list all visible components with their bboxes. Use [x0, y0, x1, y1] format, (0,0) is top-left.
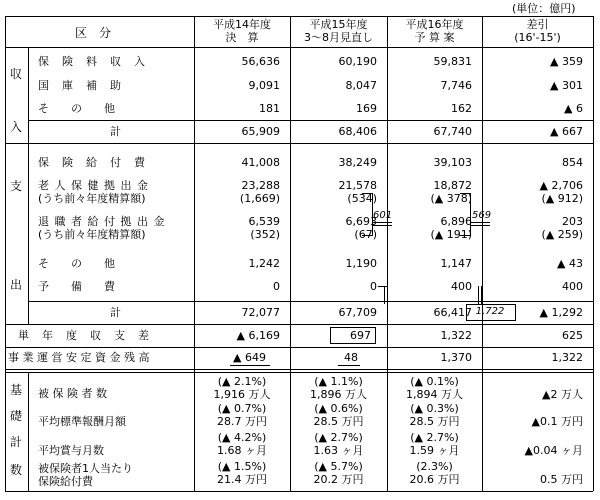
cell-basic-bonus-p14: (▲ 4.2%) [217, 431, 267, 444]
cell-exp-reserve-v16: 400 [451, 280, 472, 293]
cell-basic-insured-v14: 1,916 万人 [213, 388, 271, 401]
header-y14-line2: 決 算 [225, 31, 259, 44]
cell-exp-elderly-label: 老 人 保 健 拠 出 金 [38, 179, 149, 192]
cell-basic-per_person-p14: (▲ 1.5%) [217, 460, 267, 473]
cell-basic-per_person-label2: 保険給付費 [38, 475, 93, 488]
header-diff-line2: (16'-15') [514, 31, 561, 44]
cell-reserve_fund-v14: ▲ 649 [233, 351, 266, 364]
side-income-1: 収 [10, 67, 23, 81]
cell-exp-reserve-diff: 400 [562, 280, 583, 293]
cell-basic-insured-v15: 1,896 万人 [310, 388, 367, 401]
cell-exp-retired-label: 退 職 者 給 付 拠 出 金 [38, 215, 166, 228]
cell-exp-elderly-v14s: (1,669) [239, 192, 280, 205]
cell-basic-insured-v16: 1,894 万人 [406, 388, 463, 401]
cell-income-3-diff: ▲ 667 [550, 125, 583, 138]
cell-exp-total-diff: ▲ 1,292 [539, 306, 583, 319]
cell-basic-per_person-label1: 被保険者1人当たり [38, 462, 133, 475]
header-y14-line1: 平成14年度 [213, 18, 271, 31]
cell-exp-total-v16: 66,417 [433, 306, 472, 319]
annotation-569: 569 [472, 210, 492, 221]
header-y16-line1: 平成16年度 [405, 18, 464, 31]
cell-exp-retired-v14s: (352) [250, 228, 280, 241]
side-basic-1: 基 [10, 383, 23, 397]
cell-exp-reserve-v14: 0 [273, 280, 280, 293]
cell-exp-other-v14: 1,242 [248, 257, 280, 270]
cell-basic-insured-p14: (▲ 2.1%) [217, 375, 267, 388]
annotation-1722: 1,722 [475, 306, 505, 317]
cell-exp-benefit-v14: 41,008 [241, 156, 280, 169]
cell-basic-bonus-v16: 1.59 ヶ月 [409, 444, 460, 457]
cell-income-1-v16: 7,746 [440, 79, 472, 92]
cell-income-1-label: 国 庫 補 助 [38, 79, 122, 92]
cell-income-1-v14: 9,091 [248, 79, 280, 92]
unit-label: (単位：億円) [512, 2, 576, 15]
cell-basic-per_person-v16: 20.6 万円 [409, 473, 460, 486]
cell-income-0-label: 保 険 料 収 入 [38, 55, 146, 68]
cell-income-1-diff: ▲ 301 [550, 79, 583, 92]
cell-exp-reserve-v15: 0 [370, 280, 377, 293]
cell-exp-elderly-v16s: (▲ 378) [430, 192, 472, 205]
cell-exp-other-v16: 1,147 [440, 257, 472, 270]
cell-exp-total-label: 計 [110, 306, 121, 319]
cell-exp-elderly-diffs: (▲ 912) [541, 192, 583, 205]
cell-basic-salary-v14: 28.7 万円 [217, 415, 267, 428]
cell-basic-salary-p15: (▲ 0.6%) [314, 402, 363, 415]
cell-exp-benefit-diff: 854 [562, 156, 583, 169]
cell-exp-benefit-v16: 39,103 [433, 156, 472, 169]
side-basic-2: 礎 [10, 409, 23, 423]
cell-basic-per_person-diff: 0.5 万円 [540, 473, 583, 486]
cell-reserve_fund-v15: 48 [344, 351, 358, 364]
cell-income-2-v15: 169 [356, 102, 377, 115]
cell-income-2-label: そ の 他 [38, 102, 115, 115]
cell-income-0-v14: 56,636 [241, 55, 280, 68]
cell-exp-total-v15: 67,709 [338, 306, 377, 319]
cell-basic-salary-v16: 28.5 万円 [409, 415, 460, 428]
cell-income-3-v14: 65,909 [241, 125, 280, 138]
cell-exp-other-diff: ▲ 43 [557, 257, 583, 270]
cell-reserve_fund-label: 事 業 運 営 安 定 資 金 残 高 [8, 351, 150, 364]
cell-basic-insured-p16: (▲ 0.1%) [410, 375, 459, 388]
cell-income-3-label: 計 [110, 125, 121, 138]
cell-basic-insured-diff: ▲2 万人 [542, 388, 583, 401]
cell-exp-elderly-v15s: (534) [347, 192, 377, 205]
cell-basic-insured-label: 被 保 険 者 数 [38, 387, 107, 400]
annotation-601: 601 [373, 210, 393, 221]
cell-balance-label: 単 年 度 収 支 差 [18, 329, 150, 342]
cell-exp-elderly-v15: 21,578 [338, 179, 377, 192]
side-basic-3: 計 [10, 435, 23, 449]
cell-basic-salary-p16: (▲ 0.3%) [410, 402, 459, 415]
cell-exp-elderly-v16: 18,872 [433, 179, 472, 192]
header-diff-line1: 差引 [526, 18, 549, 31]
cell-basic-insured-p15: (▲ 1.1%) [314, 375, 363, 388]
cell-basic-salary-label: 平均標準報酬月額 [38, 415, 126, 428]
cell-exp-total-v14: 72,077 [241, 306, 280, 319]
header-y16-line2: 予 算 案 [414, 31, 455, 44]
side-basic-4: 数 [10, 463, 23, 477]
cell-balance-v16: 1,322 [440, 329, 472, 342]
cell-income-0-v15: 60,190 [338, 55, 377, 68]
cell-exp-retired-v16: 6,896 [440, 215, 472, 228]
cell-income-3-v16: 67,740 [433, 125, 472, 138]
cell-exp-retired-diff: 203 [562, 215, 583, 228]
cell-exp-benefit-label: 保 険 給 付 費 [38, 156, 146, 169]
cell-basic-bonus-diff: ▲0.04 ヶ月 [524, 444, 583, 457]
cell-basic-salary-p14: (▲ 0.7%) [217, 402, 267, 415]
cell-exp-retired-diffs: (▲ 259) [541, 228, 583, 241]
cell-exp-retired-sub: (うち前々年度精算額) [38, 228, 146, 241]
cell-reserve_fund-v16: 1,370 [440, 351, 472, 364]
side-exp-2: 出 [10, 278, 23, 292]
cell-exp-elderly-diff: ▲ 2,706 [539, 179, 583, 192]
cell-basic-per_person-p15: (▲ 5.7%) [314, 460, 363, 473]
cell-basic-salary-v15: 28.5 万円 [313, 415, 364, 428]
cell-exp-retired-v15s: (67) [354, 228, 377, 241]
cell-basic-bonus-p16: (▲ 2.7%) [410, 431, 459, 444]
cell-exp-elderly-sub: (うち前々年度精算額) [38, 192, 146, 205]
cell-income-2-v14: 181 [259, 102, 280, 115]
cell-exp-retired-v16s: (▲ 191) [430, 228, 472, 241]
cell-balance-v14: ▲ 6,169 [236, 329, 280, 342]
cell-reserve_fund-diff: 1,322 [551, 351, 583, 364]
cell-basic-bonus-v14: 1.68 ヶ月 [217, 444, 267, 457]
side-exp-1: 支 [10, 179, 23, 193]
cell-income-1-v15: 8,047 [345, 79, 377, 92]
cell-basic-salary-diff: ▲0.1 万円 [531, 415, 583, 428]
cell-exp-elderly-v14: 23,288 [241, 179, 280, 192]
header-y15-line1: 平成15年度 [309, 18, 368, 31]
cell-basic-per_person-p16: (2.3%) [416, 460, 453, 473]
cell-exp-retired-v14: 6,539 [248, 215, 280, 228]
cell-balance-v15: 697 [350, 329, 371, 342]
cell-basic-bonus-label: 平均賞与月数 [38, 444, 104, 457]
cell-basic-bonus-v15: 1.63 ヶ月 [313, 444, 364, 457]
cell-exp-other-label: そ の 他 [38, 257, 115, 270]
cell-income-0-v16: 59,831 [433, 55, 472, 68]
cell-exp-reserve-label: 予 備 費 [38, 280, 115, 293]
cell-income-3-v15: 68,406 [338, 125, 377, 138]
cell-income-0-diff: ▲ 359 [550, 55, 583, 68]
cell-balance-diff: 625 [562, 329, 583, 342]
cell-income-2-diff: ▲ 6 [564, 102, 583, 115]
cell-exp-other-v15: 1,190 [345, 257, 377, 270]
side-income-2: 入 [10, 120, 23, 134]
cell-exp-benefit-v15: 38,249 [338, 156, 377, 169]
cell-basic-bonus-p15: (▲ 2.7%) [314, 431, 363, 444]
cell-basic-per_person-v14: 21.4 万円 [217, 473, 267, 486]
header-y15-line2: 3～8月見直し [304, 31, 373, 44]
cell-basic-per_person-v15: 20.2 万円 [313, 473, 364, 486]
header-category: 区 分 [75, 26, 112, 40]
cell-exp-retired-v15: 6,693 [345, 215, 377, 228]
cell-income-2-v16: 162 [451, 102, 472, 115]
